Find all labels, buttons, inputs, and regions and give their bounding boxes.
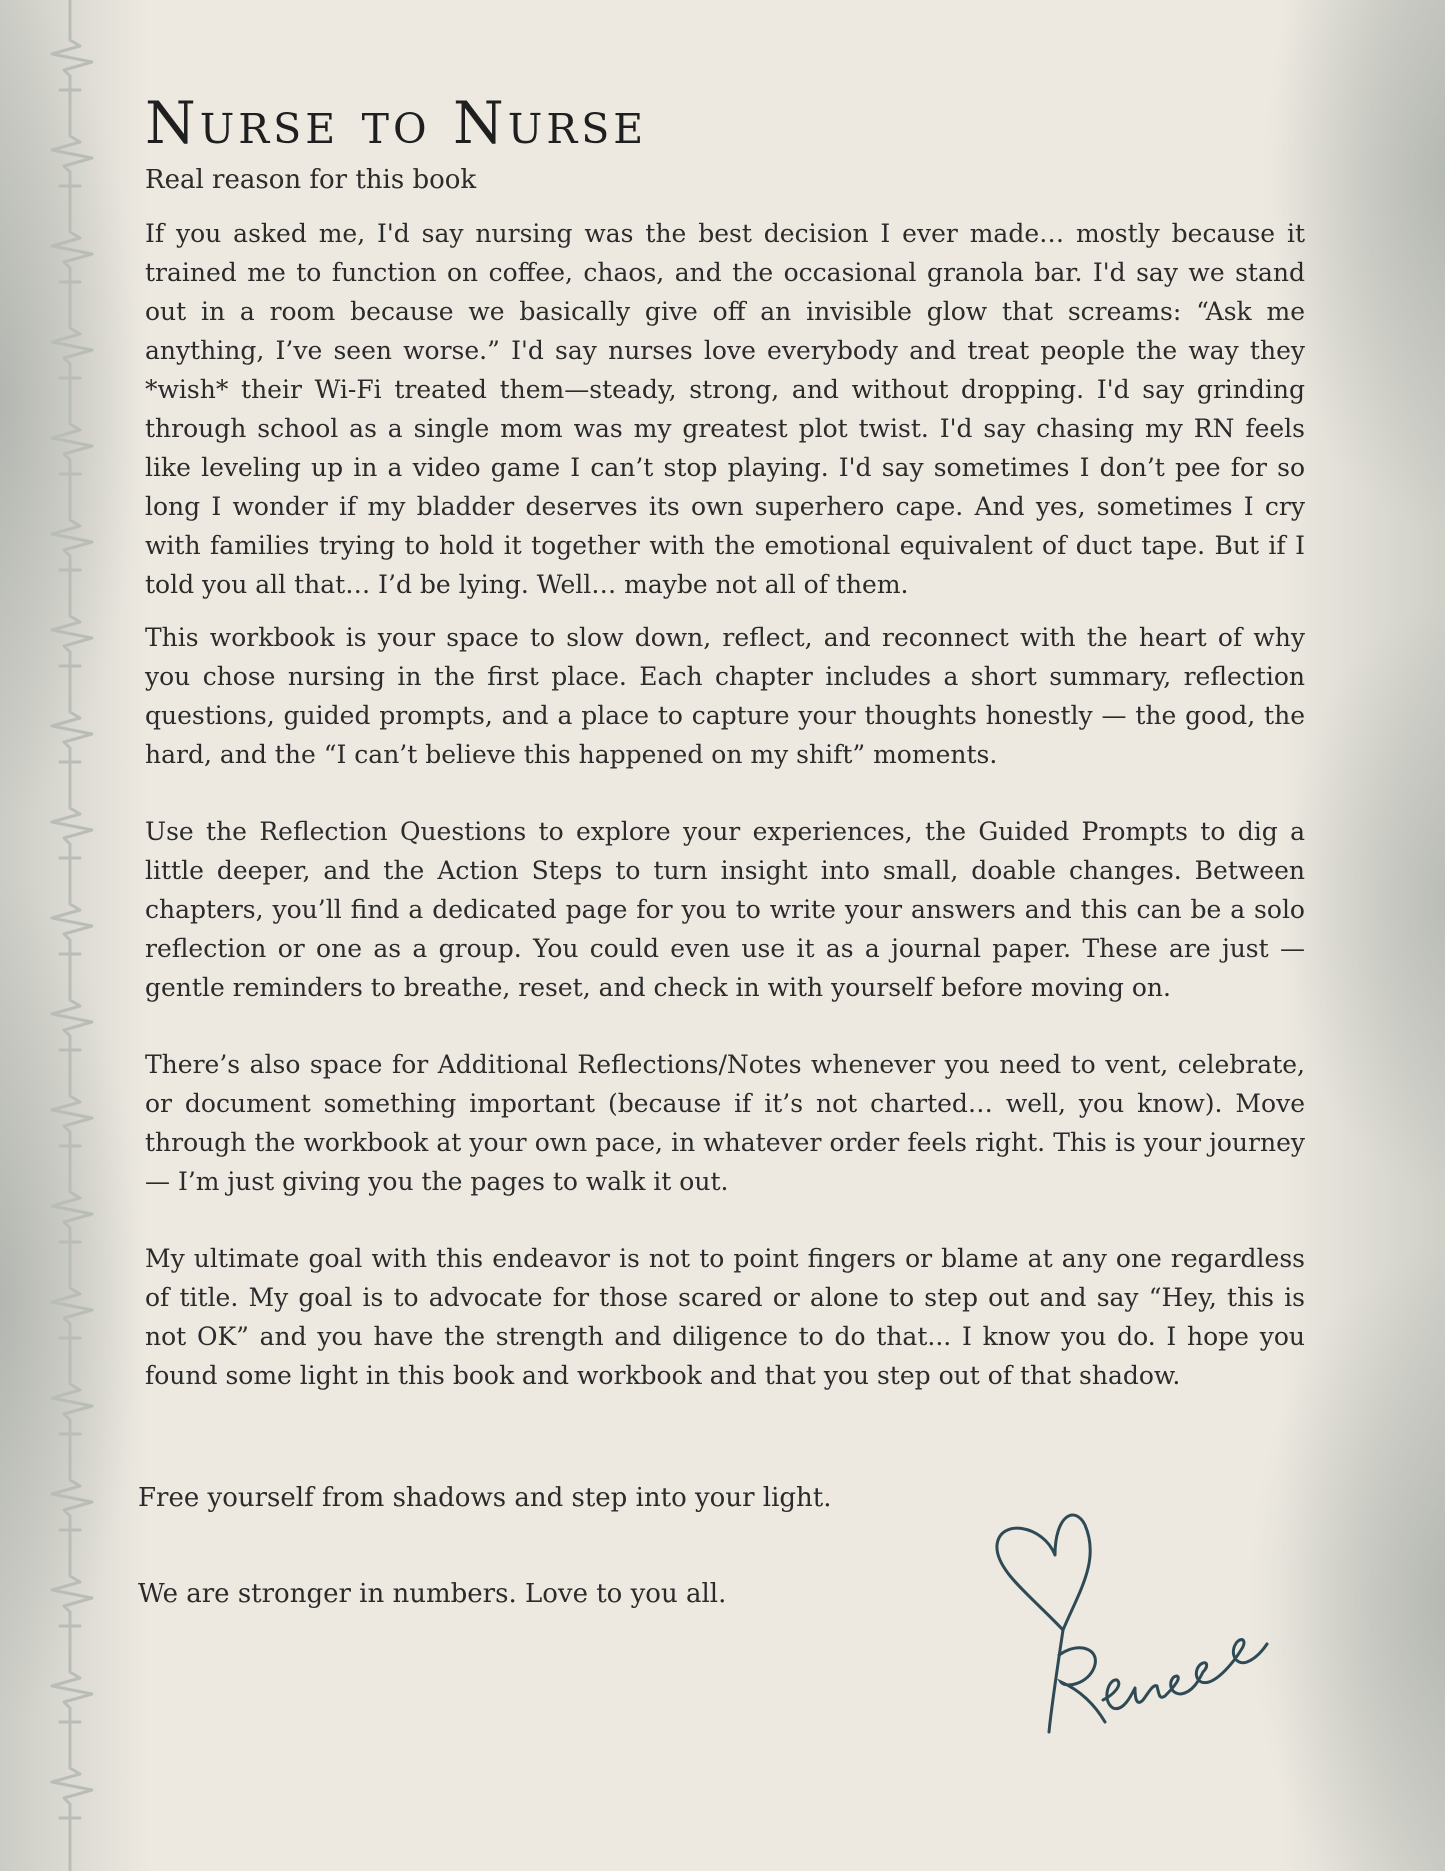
paragraph-goal: My ultimate goal with this endeavor is not to point fingers or blame at any one regardless of title. My goal is to advocate for those scared or alone to step out and say “Hey, this is not OK” and you have the strength and diligence to do that... I know you do. I hope you found some light in this book and workbook and that you step out of that shadow.: [145, 1244, 1305, 1390]
paragraph-notes: There’s also space for Additional Reflections/Notes whenever you need to vent, celebrate, or document something important (because if it’s not charted… well, you know). Move through the workbook at your own pace, in whatever order feels right. This is your journey — I’m just giving you the pages to walk it out.: [145, 1050, 1305, 1196]
page-title: Nurse to Nurse: [145, 89, 648, 157]
main-content: [145, 88, 1305, 1409]
paragraph-workbook: This workbook is your space to slow down, reflect, and reconnect with the heart of why you chose nursing in the first place. Each chapter includes a short summary, reflection questions, guided prompts, and a place to capture your thoughts honestly — the good, the hard, and the “I can’t believe this happened on my shift” moments.: [145, 623, 1305, 769]
signature-script: [1049, 1630, 1267, 1732]
closing-line-light: Free yourself from shadows and step into your light.: [138, 1483, 832, 1513]
ekg-heartbeat-line-decoration: [40, 0, 120, 1871]
paragraph-how-to-use: Use the Reflection Questions to explore your experiences, the Guided Prompts to dig a little deeper, and the Action Steps to turn insight into small, doable changes. Between chapters, you’ll find a dedicated page for you to write your answers and this can be a solo reflection or one as a group. You could even use it as a journal paper. These are just — gentle reminders to breathe, reset, and check in with yourself before moving on.: [145, 817, 1305, 1002]
closing-line-love: We are stronger in numbers. Love to you all.: [138, 1579, 727, 1609]
page-subtitle: Real reason for this book: [145, 165, 477, 195]
signature-renee: [985, 1500, 1275, 1740]
paragraph-intro: If you asked me, I'd say nursing was the best decision I ever made… mostly because it trained me to function on coffee, chaos, and the occasional granola bar. I'd say we stand out in a room because we basically give off an invisible glow that screams: “Ask me anything, I’ve seen worse.” I'd say nurses love everybody and treat people the way they *wish* their Wi-Fi treated them—steady, strong, and without dropping. I'd say grinding through school as a single mom was my greatest plot twist. I'd say chasing my RN feels like leveling up in a video game I can’t stop playing. I'd say sometimes I don’t pee for so long I wonder if my bladder deserves its own superhero cape. And yes, sometimes I cry with families trying to hold it together with the emotional equivalent of duct tape. But if I told you all that… I’d be lying. Well… maybe not all of them.: [145, 219, 1305, 599]
heart-icon: [997, 1515, 1090, 1630]
